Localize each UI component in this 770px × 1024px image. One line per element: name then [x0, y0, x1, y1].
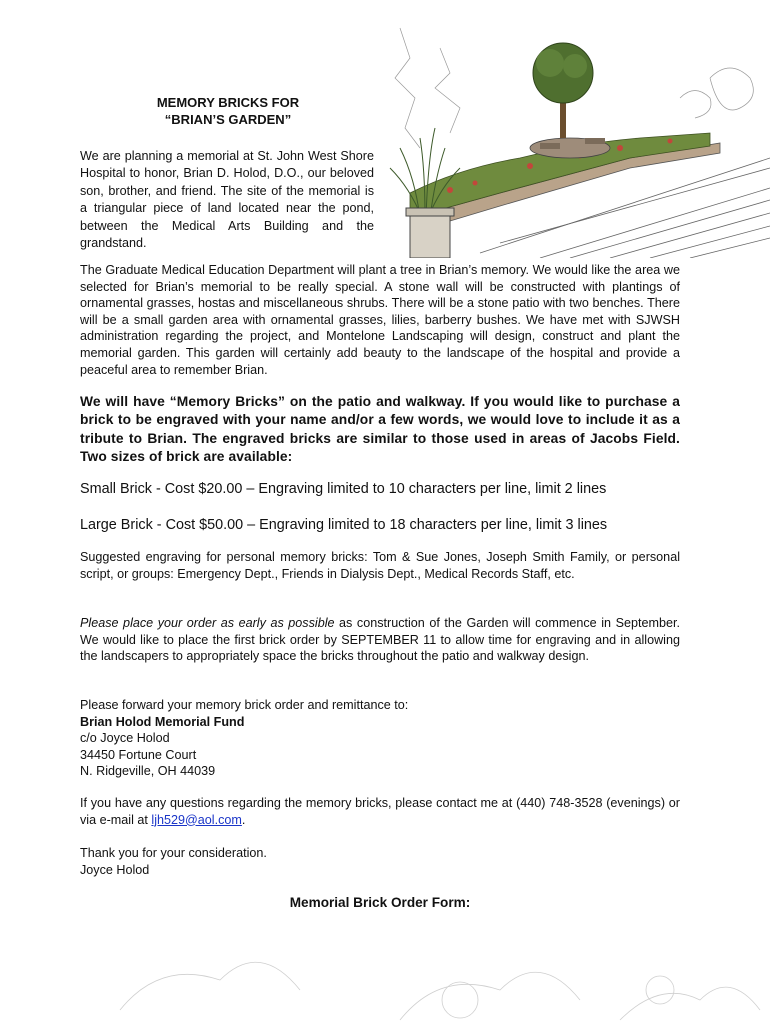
contact-text: If you have any questions regarding the memory bricks, please contact me at (440) 748-3528 (evenings) or via e-mail at	[80, 796, 680, 827]
memorial-fund-name: Brian Holod Memorial Fund	[80, 714, 245, 729]
signature-name: Joyce Holod	[80, 862, 150, 877]
small-brick-option: Small Brick - Cost $20.00 – Engraving limited to 10 characters per line, limit 2 lines	[80, 481, 607, 497]
contact-paragraph	[80, 795, 680, 828]
address-street: 34450 Fortune Court	[80, 747, 197, 762]
memorial-description-paragraph: The Graduate Medical Education Department will plant a tree in Brian’s memory. We would like the area we selected for Brian’s memorial to be really special. A stone wall will be constructed with plantings of ornamental grasses, hostas and miscellaneous shrubs. There will be a stone patio with two benches. There will be a small garden area with ornamental grasses, lilies, barberry bushes. We have met with SJWSH administration regarding the project, and Montelone Landscaping will design, construct and plant the memorial garden. This garden will certainly add beauty to the landscape of the hospital and provide a peaceful area to remember Brian.	[80, 263, 680, 377]
closing-thanks: Thank you for your consideration.	[80, 846, 267, 860]
faint-bottom-sketch	[100, 920, 770, 1024]
address-intro: Please forward your memory brick order and remittance to:	[80, 698, 409, 712]
document-title	[80, 94, 376, 128]
suggested-engraving-paragraph: Suggested engraving for personal memory bricks: Tom & Sue Jones, Joseph Smith Family, or personal script, or groups: Emergency Dept., Friends in Dialysis Dept., Medical Records Staff, etc.	[80, 550, 680, 581]
garden-sketch-illustration	[380, 18, 770, 258]
address-care-of: c/o Joyce Holod	[80, 731, 170, 746]
address-city: N. Ridgeville, OH 44039	[80, 764, 216, 779]
closing	[80, 845, 680, 878]
memory-bricks-paragraph: We will have “Memory Bricks” on the patio and walkway. If you would like to purchase a brick to be engraved with your name and/or a few words, we would love to include it as a tribute to Brian. The engraved bricks are similar to those used in areas of Jacobs Field. Two sizes of brick are available:	[80, 394, 680, 465]
contact-end: .	[241, 812, 246, 827]
intro-paragraph: We are planning a memorial at St. John West Shore Hospital to honor, Brian D. Holod, D.O., our beloved son, brother, and friend. The site of the memorial is a triangular piece of land located near the pond, between the Medical Arts Building and the grandstand.	[80, 149, 374, 251]
order-deadline-emphasis: Please place your order as early as possible	[80, 616, 335, 630]
title-line-1: MEMORY BRICKS FOR	[156, 95, 300, 110]
order-form-title: Memorial Brick Order Form:	[289, 895, 471, 910]
order-deadline-text: as construction of the Garden will commence in September. We would like to place the first brick order by SEPTEMBER 11 to allow time for engraving and in allowing the landscapers to appropriately space the bricks throughout the patio and walkway design.	[80, 616, 680, 664]
large-brick-option: Large Brick - Cost $50.00 – Engraving limited to 18 characters per line, limit 3 lines	[80, 517, 608, 533]
mailing-address	[80, 697, 680, 780]
title-line-2: “BRIAN’S GARDEN”	[164, 112, 292, 127]
order-deadline-paragraph	[80, 615, 680, 665]
email-link[interactable]: ljh529@aol.com	[151, 812, 242, 827]
